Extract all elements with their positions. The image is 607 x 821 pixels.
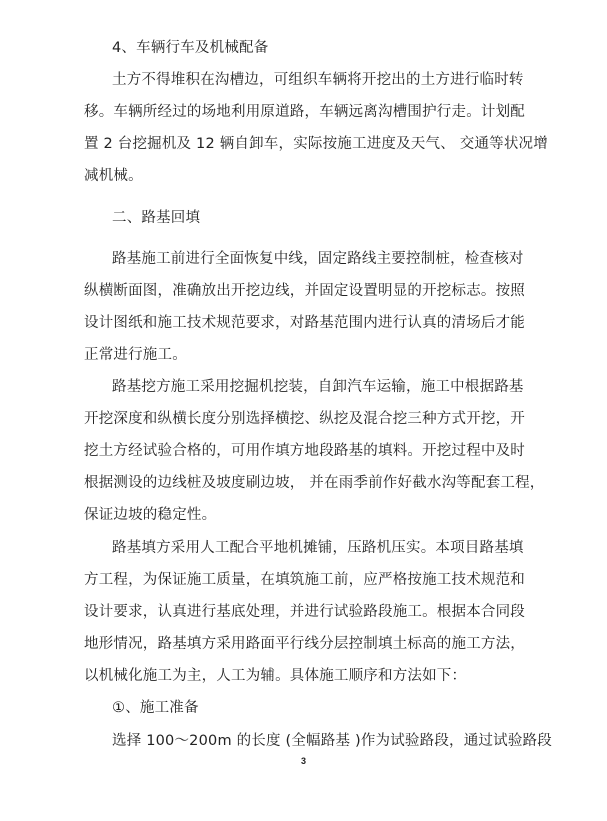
paragraph-line: 选择 100～200m 的长度 (全幅路基 )作为试验路段，通过试验路段 (112, 733, 552, 749)
page-number: 3 (300, 756, 306, 766)
section-heading: 4、车辆行车及机械配备 (112, 40, 269, 56)
paragraph-line: 路基挖方施工采用挖掘机挖装，自卸汽车运输，施工中根据路基 (112, 379, 524, 395)
paragraph-line: 地形情况，路基填方采用路面平行线分层控制填土标高的施工方法， (84, 636, 525, 652)
paragraph-line: 路基填方采用人工配合平地机摊铺，压路机压实。本项目路基填 (112, 540, 524, 556)
paragraph-line: 纵横断面图，准确放出开挖边线，并固定设置明显的开挖标志。按照 (84, 283, 525, 299)
paragraph-line: 移。车辆所经过的场地利用原道路，车辆远离沟槽围护行走。计划配 (84, 104, 525, 120)
paragraph-line: 开挖深度和纵横长度分别选择横挖、纵挖及混合挖三种方式开挖，开 (84, 411, 525, 427)
paragraph-line: 方工程，为保证施工质量，在填筑施工前，应严格按施工技术规范和 (84, 572, 525, 588)
paragraph-line: 设计图纸和施工技术规范要求，对路基范围内进行认真的清场后才能 (84, 315, 525, 331)
paragraph-line: 设计要求，认真进行基底处理，并进行试验路段施工。根据本合同段 (84, 604, 525, 620)
paragraph-line: 土方不得堆积在沟槽边，可组织车辆将开挖出的土方进行临时转 (112, 72, 524, 88)
paragraph-line: 以机械化施工为主，人工为辅。具体施工顺序和方法如下： (84, 668, 467, 684)
paragraph-line: 保证边坡的稳定性。 (84, 507, 217, 523)
paragraph-line: 根据测设的边线桩及坡度刷边坡， 并在雨季前作好截水沟等配套工程， (84, 475, 545, 491)
paragraph-line: 正常进行施工。 (84, 347, 187, 363)
section-heading: 二、路基回填 (112, 210, 201, 226)
subsection-heading: ①、施工准备 (112, 700, 199, 716)
paragraph-line: 挖土方经试验合格的，可用作填方地段路基的填料。开挖过程中及时 (84, 443, 525, 459)
paragraph-line: 置 2 台挖掘机及 12 辆自卸车，实际按施工进度及天气、 交通等状况增 (84, 136, 548, 152)
paragraph-line: 路基施工前进行全面恢复中线，固定路线主要控制桩，检查核对 (112, 251, 524, 267)
paragraph-line: 减机械。 (84, 168, 143, 184)
